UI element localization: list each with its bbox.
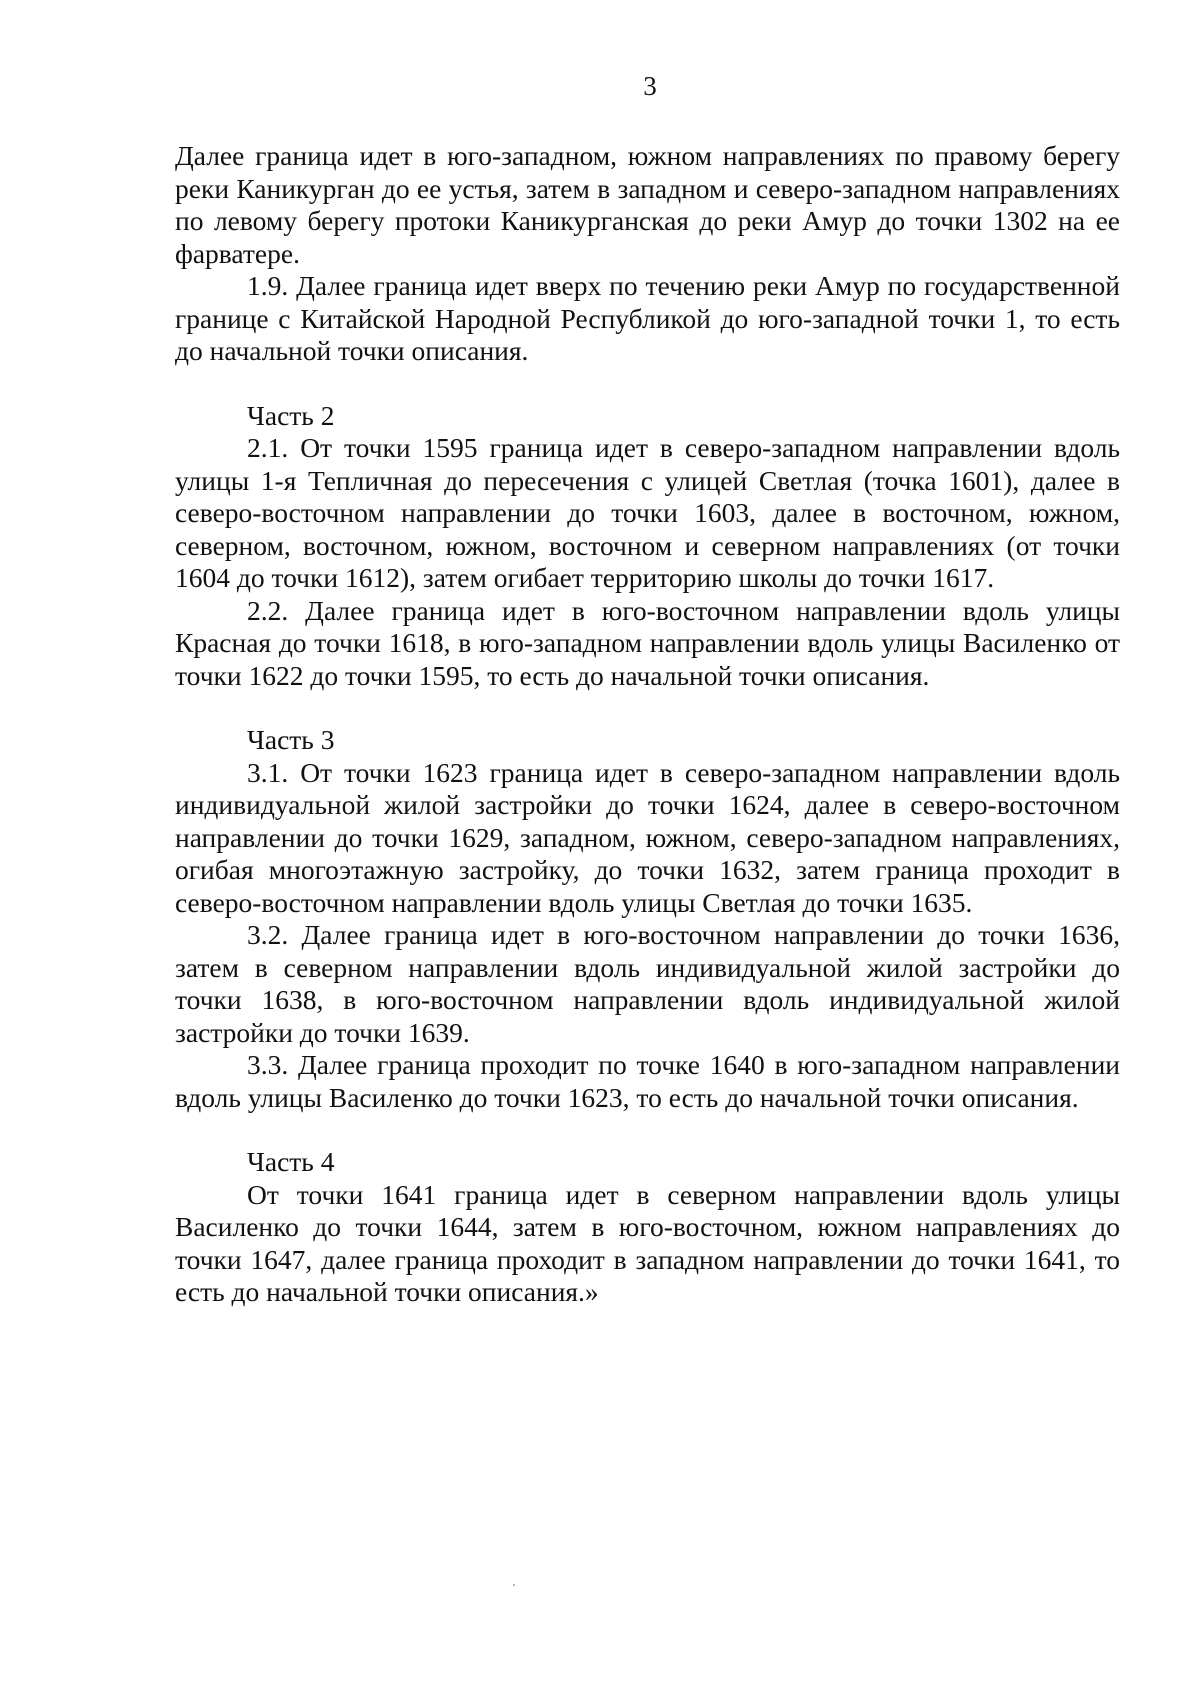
paragraph-2-2: 2.2. Далее граница идет в юго-восточном направлении вдоль улицы Красная до точки 1618, в юго-западном направлении вдоль улицы Василенко от точки 1622 до точки 1595, то есть до начальной точки описания. xyxy=(175,594,1120,691)
paragraph-3-2: 3.2. Далее граница идет в юго-восточном направлении до точки 1636, затем в северном направлении вдоль индивидуальной жилой застройки до точки 1638, в юго-восточном направлении вдоль индивидуальной жилой застройки до точки 1639. xyxy=(175,919,1120,1048)
paragraph-3-3: 3.3. Далее граница проходит по точке 1640 в юго-западном направлении вдоль улицы Василенко до точки 1623, то есть до начальной точки описания. xyxy=(175,1049,1120,1113)
paragraph-1-9: 1.9. Далее граница идет вверх по течению реки Амур по государственной границе с Китайской Народной Республикой до юго-западной точки 1, то есть до начальной точки описания. xyxy=(175,270,1120,366)
part-4-heading: Часть 4 xyxy=(247,1146,335,1177)
document-body xyxy=(175,140,1120,1309)
paragraph-2-1: 2.1. От точки 1595 граница идет в северо-западном направлении вдоль улицы 1-я Тепличная до пересечения с улицей Светлая (точка 1601), далее в северо-восточном направлении до точки 1603, далее в восточном, южном, северном, восточном, южном, восточном и северном направлениях (от точки 1604 до точки 1612), затем огибает территорию школы до точки 1617. xyxy=(175,432,1120,593)
scan-artifact xyxy=(513,1584,515,1586)
page-number: 3 xyxy=(643,71,657,101)
part-2-heading: Часть 2 xyxy=(247,399,335,431)
paragraph-4: От точки 1641 граница идет в северном направлении вдоль улицы Василенко до точки 1644, затем в юго-восточном, южном направлениях до точки 1647, далее граница проходит в западном направлении до точки 1641, то есть до начальной точки описания.» xyxy=(175,1178,1120,1307)
part-3-heading: Часть 3 xyxy=(247,724,335,755)
intro-paragraph: Далее граница идет в юго-западном, южном направлениях по правому берегу реки Каникурган до ее устья, затем в западном и северо-западном направлениях по левому берегу протоки Каникурганская до реки Амур до точки 1302 на ее фарватере. xyxy=(175,140,1120,269)
paragraph-3-1: 3.1. От точки 1623 граница идет в северо-западном направлении вдоль индивидуальной жилой застройки до точки 1624, далее в северо-восточном направлении до точки 1629, западном, южном, северо-западном направлениях, огибая многоэтажную застройку, до точки 1632, затем граница проходит в северо-восточном направлении вдоль улицы Светлая до точки 1635. xyxy=(175,756,1120,918)
